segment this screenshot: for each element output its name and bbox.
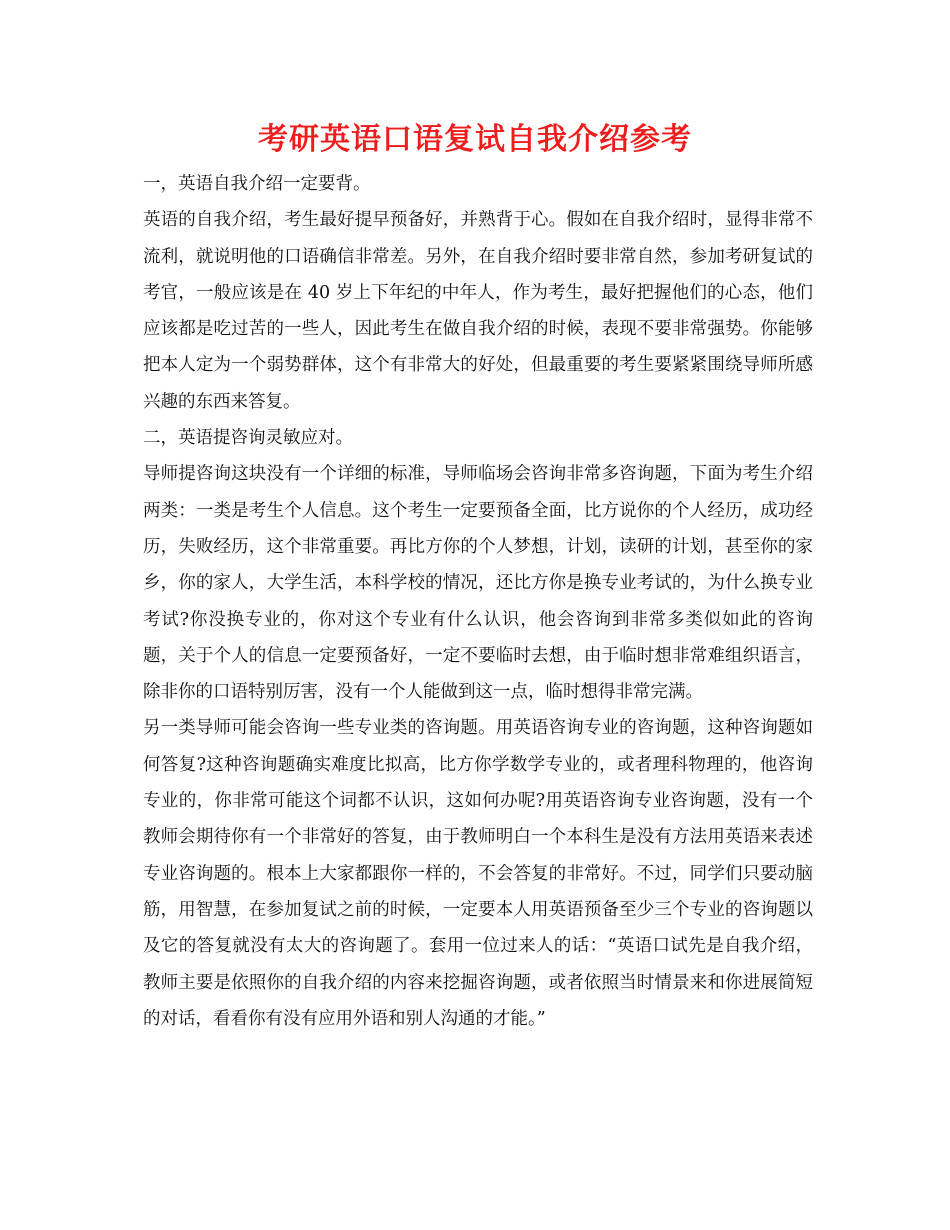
paragraph-1: 英语的自我介绍，考生最好提早预备好，并熟背于心。假如在自我介绍时，显得非常不流利，就说明他的口语确信非常差。另外，在自我介绍时要非常自然，参加考研复试的考官，一般应该是在 40 岁上下年纪的中年人，作为考生，最好把握他们的心态，他们应该都是吃过苦的一些人，因此考生在做自我介绍的时候，表现不要非常强势。你能够把本人定为一个弱势群体，这个有非常大的好处，但最重要的考生要紧紧围绕导师所感兴趣的东西来答复。 — [143, 210, 813, 412]
paragraph-2: 导师提咨询这块没有一个详细的标准，导师临场会咨询非常多咨询题，下面为考生介绍两类：一类是考生个人信息。这个考生一定要预备全面，比方说你的个人经历，成功经历，失败经历，这个非常重要。再比方你的个人梦想，计划，读研的计划，甚至你的家乡，你的家人，大学生活，本科学校的情况，还比方你是换专业考试的，为什么换专业考试?你没换专业的，你对这个专业有什么认识，他会咨询到非常多类似如此的咨询题，关于个人的信息一定要预备好，一定不要临时去想，由于临时想非常难组织语言，除非你的口语特别厉害，没有一个人能做到这一点，临时想得非常完满。 — [143, 464, 813, 703]
section-heading-2: 二，英语提咨询灵敏应对。 — [143, 428, 353, 449]
paragraph-3: 另一类导师可能会咨询一些专业类的咨询题。用英语咨询专业的咨询题，这种咨询题如何答复?这种咨询题确实难度比拟高，比方你学数学专业的，或者理科物理的，他咨询专业的，你非常可能这个词都不认识，这如何办呢?用英语咨询专业咨询题，没有一个教师会期待你有一个非常好的答复，由于教师明白一个本科生是没有方法用英语来表述专业咨询题的。根本上大家都跟你一样的，不会答复的非常好。不过，同学们只要动脑筋，用智慧，在参加复试之前的时候，一定要本人用英语预备至少三个专业的咨询题以及它的答复就没有太大的咨询题了。套用一位过来人的话：“英语口试先是自我介绍，教师主要是依照你的自我介绍的内容来挖掘咨询题，或者依照当时情景来和你进展简短的对话，看看你有没有应用外语和别人沟通的才能。” — [143, 718, 813, 1029]
document-title: 考研英语口语复试自我介绍参考 — [258, 122, 692, 157]
section-heading-1: 一，英语自我介绍一定要背。 — [143, 174, 371, 194]
document-body — [143, 166, 813, 1037]
